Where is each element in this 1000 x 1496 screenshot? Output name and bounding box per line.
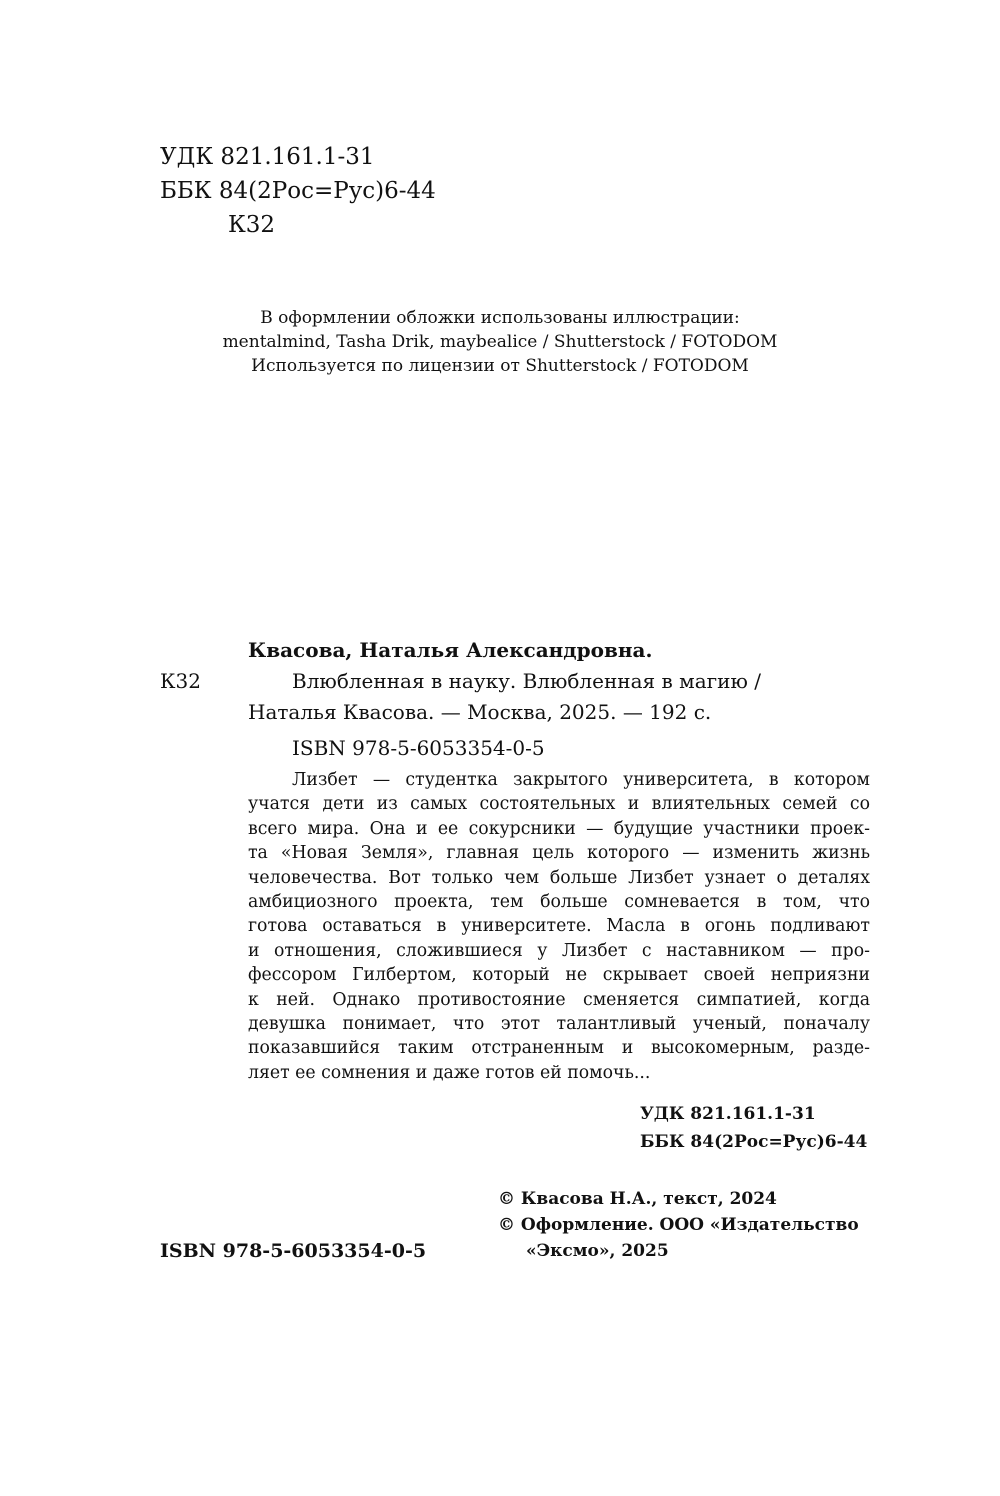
udk-code: УДК 821.161.1-31: [160, 144, 375, 170]
bbk-code-bottom: ББК 84(2Рос=Рус)6-44: [640, 1132, 868, 1152]
annotation-line: фессором Гилбертом, который не скрывает своей неприязни: [248, 965, 870, 986]
isbn-bottom: ISBN 978-5-6053354-0-5: [160, 1240, 427, 1262]
annotation-line: та «Новая Земля», главная цель которого — изменить жизнь: [248, 843, 870, 864]
annotation-line: всего мира. Она и ее сокурсники — будущие участники проек-: [248, 818, 870, 839]
bbk-code: ББК 84(2Рос=Рус)6-44: [160, 178, 436, 204]
credits-line-1: В оформлении обложки использованы иллюстрации:: [260, 308, 740, 328]
credits-line-3: Используется по лицензии от Shutterstock / FOTODOM: [251, 356, 749, 376]
annotation-line: готова оставаться в университете. Масла в огонь подливают: [248, 916, 870, 937]
author-heading: Квасова, Наталья Александровна.: [248, 638, 653, 662]
annotation-line: ляет ее сомнения и даже готов ей помочь...: [248, 1062, 651, 1083]
annotation-line: и отношения, сложившиеся у Лизбет с наставником — про-: [248, 940, 870, 961]
annotation: [248, 768, 870, 1085]
udk-code-bottom: УДК 821.161.1-31: [640, 1104, 816, 1124]
annotation-line: учатся дети из самых состоятельных и влиятельных семей со: [248, 794, 870, 815]
entry-isbn: ISBN 978-5-6053354-0-5: [292, 736, 545, 760]
entry-author-mark: К32: [160, 669, 201, 693]
title-line-1: Влюбленная в науку. Влюбленная в магию /: [292, 669, 761, 693]
copyright-line-2: © Оформление. ООО «Издательство: [498, 1215, 859, 1235]
annotation-line: показавшийся таким отстраненным и высокомерным, разде-: [248, 1038, 870, 1059]
annotation-line: человечества. Вот только чем больше Лизбет узнает о деталях: [248, 867, 870, 888]
author-mark: К32: [228, 212, 276, 238]
title-line-2: Наталья Квасова. — Москва, 2025. — 192 с.: [248, 700, 712, 724]
copyright-line-1: © Квасова Н.А., текст, 2024: [498, 1189, 777, 1209]
annotation-line: амбициозного проекта, тем больше сомневается в том, что: [248, 892, 870, 913]
annotation-line: девушка понимает, что этот талантливый ученый, поначалу: [248, 1014, 870, 1035]
cover-credits: [0, 306, 1000, 378]
annotation-line: к ней. Однако противостояние сменяется симпатией, когда: [248, 989, 870, 1010]
copyright-line-3: «Эксмо», 2025: [526, 1241, 669, 1261]
annotation-line: Лизбет — студентка закрытого университета, в котором: [292, 770, 870, 790]
credits-line-2: mentalmind, Tasha Drik, maybealice / Shutterstock / FOTODOM: [222, 332, 778, 352]
